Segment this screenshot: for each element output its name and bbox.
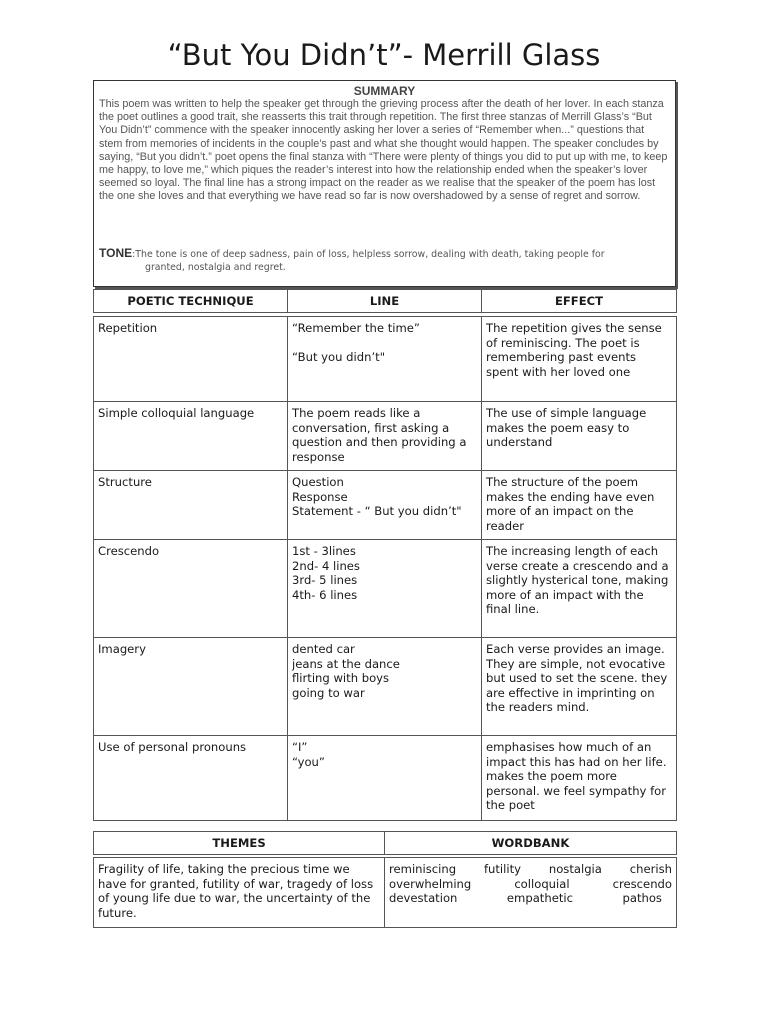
effect-cell: The repetition gives the sense of reminiscing. The poet is remembering past events spent with her loved one: [482, 317, 677, 402]
technique-cell: Simple colloquial language: [94, 402, 288, 471]
header-themes: THEMES: [94, 832, 385, 855]
themes-table: [93, 857, 677, 928]
wordbank-word: empathetic: [506, 891, 573, 905]
wordbank-word: nostalgia: [548, 862, 602, 876]
wordbank-word: colloquial: [514, 876, 570, 891]
table-row: [94, 317, 677, 402]
techniques-header-table: [93, 289, 677, 313]
summary-heading: SUMMARY: [353, 84, 416, 98]
summary-text: This poem was written to help the speaker get through the grieving process after the death of her lover. In each stanza the poet outlines a good trait, she reasserts this trait through repetition. The first three stanzas of Merrill Glass’s “But You Didn’t” commence with the speaker innocently asking her lover a series of “Remember when...” questions that stem from memories of incidents in the couple’s past and what she thought would happen. The speaker concludes by saying, “But you didn’t.” poet opens the final stanza with “There were plenty of things you did to put up with me, to keep me happy, to love me,” which piques the reader’s interest into how the relationship ended when the speaker’s lover seemed so loyal. The final line has a strong impact on the reader as we realise that the speaker of the poem has lost the one she loves and that everything we have read so far is now overshadowed by a sense of regret and sorrow.: [99, 98, 668, 203]
themes-cell: Fragility of life, taking the precious time we have for granted, futility of war, tragedy of loss of young life due to war, the uncertainty of the future.: [94, 858, 385, 928]
header-wordbank: WORDBANK: [385, 832, 677, 855]
table-row: [94, 540, 677, 638]
table-row: [94, 471, 677, 540]
wordbank-word: overwhelming: [389, 876, 472, 891]
techniques-table: [93, 316, 677, 821]
table-row: [94, 858, 677, 928]
line-cell: “I” “you”: [288, 736, 482, 821]
header-line: LINE: [288, 290, 482, 313]
header-poetic-technique: POETIC TECHNIQUE: [94, 290, 288, 313]
tone-text-line1: :The tone is one of deep sadness, pain of loss, helpless sorrow, dealing with death, taking people for: [132, 249, 605, 260]
technique-cell: Crescendo: [94, 540, 288, 638]
technique-cell: Imagery: [94, 638, 288, 736]
effect-cell: The use of simple language makes the poem easy to understand: [482, 402, 677, 471]
technique-cell: Use of personal pronouns: [94, 736, 288, 821]
wordbank-line: [389, 877, 672, 892]
wordbank-word: cherish: [629, 862, 672, 876]
wordbank-word: crescendo: [612, 876, 672, 891]
wordbank-line: [389, 891, 672, 906]
effect-cell: Each verse provides an image. They are simple, not evocative but used to set the scene. they are effective in imprinting on the readers mind.: [482, 638, 677, 736]
tone-text-line2: granted, nostalgia and regret.: [145, 262, 286, 273]
line-cell: The poem reads like a conversation, first asking a question and then providing a response: [288, 402, 482, 471]
wordbank-word: futility: [483, 862, 521, 876]
table-row: [94, 402, 677, 471]
effect-cell: The increasing length of each verse create a crescendo and a slightly hysterical tone, making more of an impact with the final line.: [482, 540, 677, 638]
themes-header-table: [93, 831, 677, 855]
wordbank-word: pathos: [622, 891, 662, 905]
wordbank-word: devestation: [389, 891, 458, 905]
line-cell: “Remember the time” “But you didn’t": [288, 317, 482, 402]
wordbank-cell: [385, 858, 677, 928]
line-cell: dented car jeans at the dance flirting with boys going to war: [288, 638, 482, 736]
wordbank-line: [389, 862, 672, 877]
summary-box: [93, 80, 676, 287]
line-cell: 1st - 3lines 2nd- 4 lines 3rd- 5 lines 4th- 6 lines: [288, 540, 482, 638]
page-title: “But You Didn’t”- Merrill Glass: [167, 38, 601, 72]
tone-label: TONE: [99, 246, 133, 260]
technique-cell: Repetition: [94, 317, 288, 402]
table-row: [94, 638, 677, 736]
header-effect: EFFECT: [482, 290, 677, 313]
effect-cell: The structure of the poem makes the ending have even more of an impact on the reader: [482, 471, 677, 540]
technique-cell: Structure: [94, 471, 288, 540]
effect-cell: emphasises how much of an impact this has had on her life. makes the poem more personal. we feel sympathy for the poet: [482, 736, 677, 821]
wordbank-word: reminiscing: [389, 862, 457, 876]
tone-block: [99, 247, 669, 274]
line-cell: Question Response Statement - “ But you didn’t": [288, 471, 482, 540]
table-row: [94, 736, 677, 821]
